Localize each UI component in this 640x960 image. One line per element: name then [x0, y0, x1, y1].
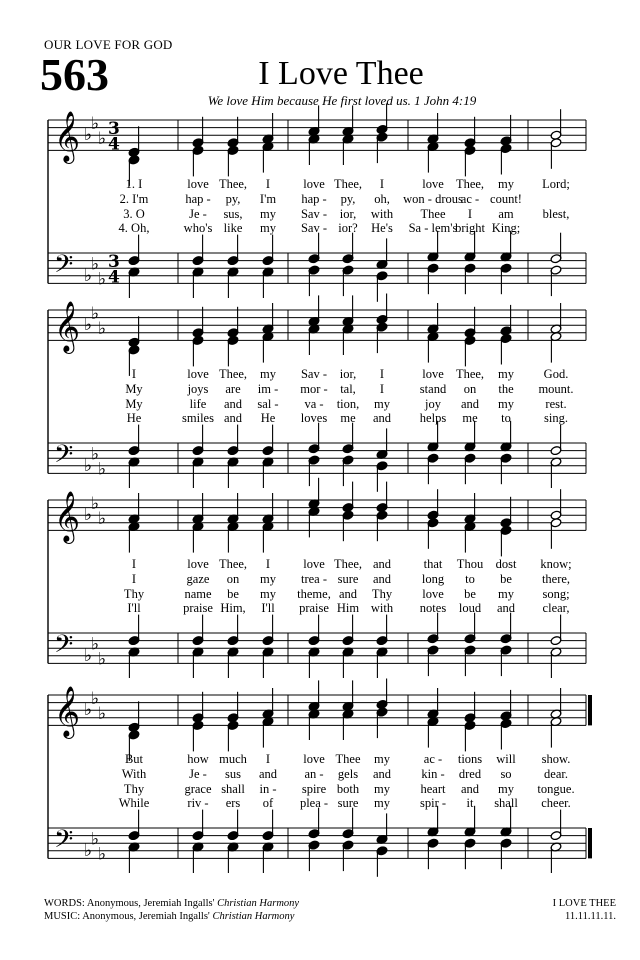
- lyric-syllable: ac -: [423, 752, 443, 766]
- treble-clef: 𝄞: [54, 111, 81, 162]
- hymn-number: 563: [40, 49, 109, 100]
- lyric-syllable: py,: [340, 191, 356, 206]
- lyric-syllable: and: [223, 411, 243, 426]
- lyric-syllable: love: [422, 586, 444, 601]
- lyric-syllable: I: [379, 367, 385, 381]
- lyric-syllable: and: [496, 601, 516, 616]
- lyric-syllable: Him: [336, 601, 360, 616]
- lyric-syllable: love: [422, 177, 444, 191]
- lyric-syllable: to: [465, 571, 475, 586]
- lyric-syllable: God.: [543, 367, 569, 381]
- lyric-syllable: like: [223, 221, 243, 236]
- lyric-syllable: praise: [183, 601, 213, 616]
- lyric-syllable: bright: [455, 221, 485, 236]
- lyric-syllable: my: [260, 206, 276, 221]
- lyric-syllable: gaze: [186, 571, 210, 586]
- lyric-syllable: 2. I'm: [119, 191, 149, 206]
- lyric-syllable: life: [189, 396, 207, 411]
- flat-sign: ♭: [84, 455, 93, 476]
- lyric-syllable: both: [336, 781, 360, 796]
- credits: [44, 897, 299, 923]
- lyric-syllable: Thee,: [333, 177, 363, 191]
- lyric-syllable: the: [498, 381, 514, 396]
- flat-sign: ♭: [84, 840, 93, 861]
- lyric-syllable: I'm: [259, 191, 277, 206]
- lyric-syllable: joys: [187, 381, 209, 396]
- treble-time-signature-lower: 4: [108, 134, 120, 155]
- flat-sign: ♭: [91, 303, 100, 324]
- lyric-syllable: there,: [541, 571, 571, 586]
- lyric-syllable: be: [500, 571, 512, 586]
- lyric-syllable: are: [225, 381, 241, 396]
- lyric-syllable: hap -: [301, 191, 327, 206]
- lyric-syllable: be: [227, 586, 239, 601]
- lyric-syllable: ers: [225, 796, 241, 811]
- lyric-syllable: love: [187, 367, 209, 381]
- lyric-syllable: I: [467, 206, 473, 221]
- lyric-syllable: ac -: [460, 191, 480, 206]
- flat-sign: ♭: [98, 649, 107, 670]
- lyric-syllable: loud: [458, 601, 482, 616]
- tune-name: I LOVE THEE: [552, 898, 616, 909]
- lyric-syllable: shall: [494, 796, 518, 811]
- lyric-syllable: my: [374, 396, 390, 411]
- lyric-syllable: Thee,: [333, 557, 363, 571]
- lyric-syllable: 3. O: [123, 206, 145, 221]
- lyric-syllable: He: [260, 411, 276, 426]
- lyric-syllable: py,: [225, 191, 241, 206]
- lyric-syllable: Sav -: [300, 221, 328, 236]
- lyric-syllable: clear,: [542, 601, 570, 616]
- flat-sign: ♭: [84, 700, 93, 721]
- lyric-syllable: Thee: [420, 206, 446, 221]
- lyric-syllable: shall: [221, 781, 245, 796]
- lyric-syllable: King;: [491, 221, 521, 236]
- lyric-syllable: I: [265, 752, 271, 766]
- words-credit: WORDS: Anonymous, Jeremiah Ingalls' Christian Harmony: [44, 898, 300, 909]
- flat-sign: ♭: [91, 254, 100, 275]
- lyric-syllable: I: [265, 557, 271, 571]
- lyric-syllable: show.: [541, 752, 571, 766]
- treble-time-signature-upper: 3: [108, 119, 120, 140]
- lyric-syllable: my: [498, 586, 514, 601]
- lyric-syllable: gels: [337, 766, 359, 781]
- lyric-syllable: Him,: [220, 601, 246, 616]
- lyric-syllable: sure: [337, 571, 359, 586]
- lyric-syllable: sus: [225, 766, 241, 781]
- lyric-syllable: be: [464, 586, 476, 601]
- lyric-syllable: my: [260, 367, 276, 381]
- lyric-syllable: Thee,: [218, 367, 248, 381]
- lyric-syllable: count!: [490, 191, 522, 206]
- flat-sign: ♭: [98, 509, 107, 529]
- lyric-syllable: who's: [183, 221, 213, 236]
- flat-sign: ♭: [98, 459, 107, 480]
- lyric-syllable: joy: [425, 396, 441, 411]
- lyric-syllable: grace: [184, 781, 212, 796]
- lyric-syllable: oh,: [374, 191, 390, 206]
- flat-sign: ♭: [91, 688, 100, 709]
- lyric-syllable: love: [303, 557, 325, 571]
- lyric-syllable: spir -: [419, 796, 447, 811]
- lyric-syllable: Thee,: [218, 177, 248, 191]
- lyric-syllable: my: [498, 781, 514, 796]
- lyric-syllable: and: [460, 781, 480, 796]
- flat-sign: ♭: [91, 113, 100, 134]
- lyric-syllable: song;: [542, 586, 570, 601]
- lyric-syllable: to: [501, 411, 511, 426]
- flat-sign: ♭: [84, 125, 93, 146]
- lyric-syllable: it: [466, 796, 474, 811]
- lyric-syllable: ior,: [339, 206, 357, 221]
- lyric-syllable: sal -: [257, 396, 279, 411]
- lyric-syllable: tion,: [336, 396, 360, 411]
- lyric-syllable: my: [374, 781, 390, 796]
- lyric-syllable: will: [496, 752, 516, 766]
- bass-clef: 𝄢: [54, 440, 74, 475]
- lyric-syllable: with: [370, 601, 394, 616]
- lyric-syllable: love: [187, 557, 209, 571]
- lyric-syllable: with: [370, 206, 394, 221]
- hymn-title: I Love Thee: [258, 55, 424, 92]
- lyric-syllable: mount.: [538, 381, 574, 396]
- treble-clef: 𝄞: [54, 301, 81, 352]
- lyric-syllable: and: [258, 766, 278, 781]
- flat-sign: ♭: [98, 704, 107, 724]
- bass-clef: 𝄢: [54, 250, 74, 285]
- lyric-syllable: trea -: [300, 571, 328, 586]
- lyric-syllable: 1. I: [125, 177, 143, 191]
- lyric-syllable: rest.: [545, 396, 567, 411]
- bass-time-signature-upper: 3: [108, 252, 120, 273]
- flat-sign: ♭: [84, 315, 93, 336]
- lyric-syllable: kin -: [421, 766, 445, 781]
- flat-sign: ♭: [84, 645, 93, 666]
- lyric-syllable: I: [379, 177, 385, 191]
- lyric-syllable: much: [219, 752, 247, 766]
- lyric-syllable: Je -: [189, 766, 207, 781]
- lyric-syllable: my: [374, 752, 390, 766]
- lyric-syllable: and: [372, 557, 392, 571]
- lyric-syllable: plea -: [299, 796, 329, 811]
- lyric-syllable: Thee,: [218, 557, 248, 571]
- section-label: OUR LOVE FOR GOD: [44, 37, 173, 52]
- lyric-syllable: heart: [420, 781, 446, 796]
- lyric-syllable: Thy: [123, 781, 145, 796]
- lyric-syllable: I: [131, 571, 137, 586]
- lyric-syllable: and: [372, 766, 392, 781]
- lyric-syllable: and: [338, 586, 358, 601]
- lyric-syllable: notes: [419, 601, 447, 616]
- lyric-syllable: on: [463, 381, 477, 396]
- lyric-syllable: on: [226, 571, 240, 586]
- lyric-syllable: an -: [304, 766, 324, 781]
- flat-sign: ♭: [98, 319, 107, 339]
- lyric-syllable: With: [121, 766, 147, 781]
- flat-sign: ♭: [91, 829, 100, 850]
- lyric-syllable: riv -: [187, 796, 209, 811]
- lyric-syllable: me: [462, 411, 478, 426]
- lyric-syllable: hap -: [185, 191, 211, 206]
- lyric-syllable: my: [498, 177, 514, 191]
- lyric-syllable: Sav -: [300, 367, 328, 381]
- lyric-syllable: dear.: [544, 766, 568, 781]
- bass-clef: 𝄢: [54, 825, 74, 860]
- lyric-syllable: ior,: [339, 367, 357, 381]
- lyric-syllable: praise: [299, 601, 329, 616]
- lyric-syllable: My: [125, 381, 143, 396]
- lyric-syllable: But: [124, 752, 144, 766]
- lyric-syllable: tions: [457, 752, 483, 766]
- treble-clef: 𝄞: [54, 686, 81, 737]
- lyric-syllable: Sa - lem's: [408, 221, 458, 236]
- lyric-syllable: spire: [301, 781, 327, 796]
- lyric-syllable: mor -: [300, 381, 328, 396]
- lyric-syllable: I: [131, 367, 137, 381]
- lyric-syllable: Thee: [335, 752, 361, 766]
- lyric-syllable: my: [260, 586, 276, 601]
- lyric-syllable: and: [223, 396, 243, 411]
- flat-sign: ♭: [98, 844, 107, 865]
- lyric-syllable: I'll: [127, 601, 141, 616]
- lyric-syllable: Sav -: [300, 206, 328, 221]
- lyric-syllable: I: [265, 177, 271, 191]
- lyric-syllable: love: [303, 752, 325, 766]
- lyric-syllable: my: [260, 571, 276, 586]
- lyric-syllable: smiles: [182, 411, 214, 426]
- lyric-syllable: and: [372, 571, 392, 586]
- lyric-syllable: I: [379, 381, 385, 396]
- lyric-syllable: My: [125, 396, 143, 411]
- tune-info: [553, 897, 616, 923]
- lyric-syllable: Thy: [123, 586, 145, 601]
- lyric-syllable: love: [303, 177, 325, 191]
- lyric-syllable: name: [184, 586, 212, 601]
- lyric-syllable: sing.: [544, 411, 568, 426]
- lyric-syllable: Lord;: [542, 177, 570, 191]
- meter: 11.11.11.11.: [565, 911, 616, 922]
- lyric-syllable: won - drous: [403, 191, 463, 206]
- lyric-syllable: my: [374, 796, 390, 811]
- lyric-syllable: He: [126, 411, 142, 426]
- lyric-syllable: my: [498, 367, 514, 381]
- lyric-syllable: tal,: [340, 381, 356, 396]
- lyric-syllable: Thee,: [455, 367, 485, 381]
- flat-sign: ♭: [98, 269, 107, 290]
- flat-sign: ♭: [98, 129, 107, 149]
- lyric-syllable: know;: [540, 557, 572, 571]
- bass-time-signature-lower: 4: [108, 267, 120, 288]
- lyric-syllable: love: [422, 367, 444, 381]
- lyric-syllable: that: [423, 557, 443, 571]
- bass-clef: 𝄢: [54, 630, 74, 665]
- flat-sign: ♭: [91, 493, 100, 514]
- lyric-syllable: dred: [458, 766, 482, 781]
- lyric-syllable: Thy: [371, 586, 393, 601]
- lyric-syllable: love: [187, 177, 209, 191]
- flat-sign: ♭: [91, 634, 100, 655]
- lyric-syllable: how: [187, 752, 209, 766]
- lyric-syllable: While: [118, 796, 150, 811]
- lyric-syllable: stand: [419, 381, 447, 396]
- lyric-syllable: and: [460, 396, 480, 411]
- lyric-syllable: im -: [257, 381, 279, 396]
- lyric-syllable: so: [500, 766, 512, 781]
- lyric-syllable: blest,: [542, 206, 570, 221]
- lyric-syllable: I'll: [261, 601, 275, 616]
- lyric-syllable: dost: [495, 557, 517, 571]
- flat-sign: ♭: [84, 265, 93, 286]
- scripture-reference: We love Him because He first loved us. 1 John 4:19: [207, 93, 477, 108]
- lyric-syllable: He's: [371, 221, 393, 236]
- lyric-syllable: and: [372, 411, 392, 426]
- lyric-syllable: of: [262, 796, 274, 811]
- lyric-syllable: sure: [337, 796, 359, 811]
- lyric-syllable: I: [131, 557, 137, 571]
- lyric-syllable: me: [340, 411, 356, 426]
- lyric-syllable: helps: [419, 411, 447, 426]
- lyric-syllable: am: [498, 206, 514, 221]
- lyric-syllable: long: [421, 571, 445, 586]
- flat-sign: ♭: [84, 505, 93, 526]
- flat-sign: ♭: [91, 444, 100, 465]
- lyric-syllable: sus,: [223, 206, 243, 221]
- lyric-syllable: va -: [304, 396, 324, 411]
- lyric-syllable: cheer.: [541, 796, 571, 811]
- lyric-syllable: my: [498, 396, 514, 411]
- lyric-syllable: 4. Oh,: [118, 221, 150, 236]
- lyric-syllable: in -: [259, 781, 277, 796]
- lyric-syllable: Je -: [189, 206, 207, 221]
- lyric-syllable: my: [260, 221, 276, 236]
- music-credit: MUSIC: Anonymous, Jeremiah Ingalls' Christian Harmony: [44, 911, 295, 922]
- treble-clef: 𝄞: [54, 491, 81, 542]
- lyric-syllable: Thou: [456, 557, 484, 571]
- lyric-syllable: theme,: [297, 586, 331, 601]
- lyric-syllable: loves: [300, 411, 328, 426]
- lyric-syllable: Thee,: [455, 177, 485, 191]
- lyric-syllable: tongue.: [537, 781, 575, 796]
- lyric-syllable: ior?: [338, 221, 358, 236]
